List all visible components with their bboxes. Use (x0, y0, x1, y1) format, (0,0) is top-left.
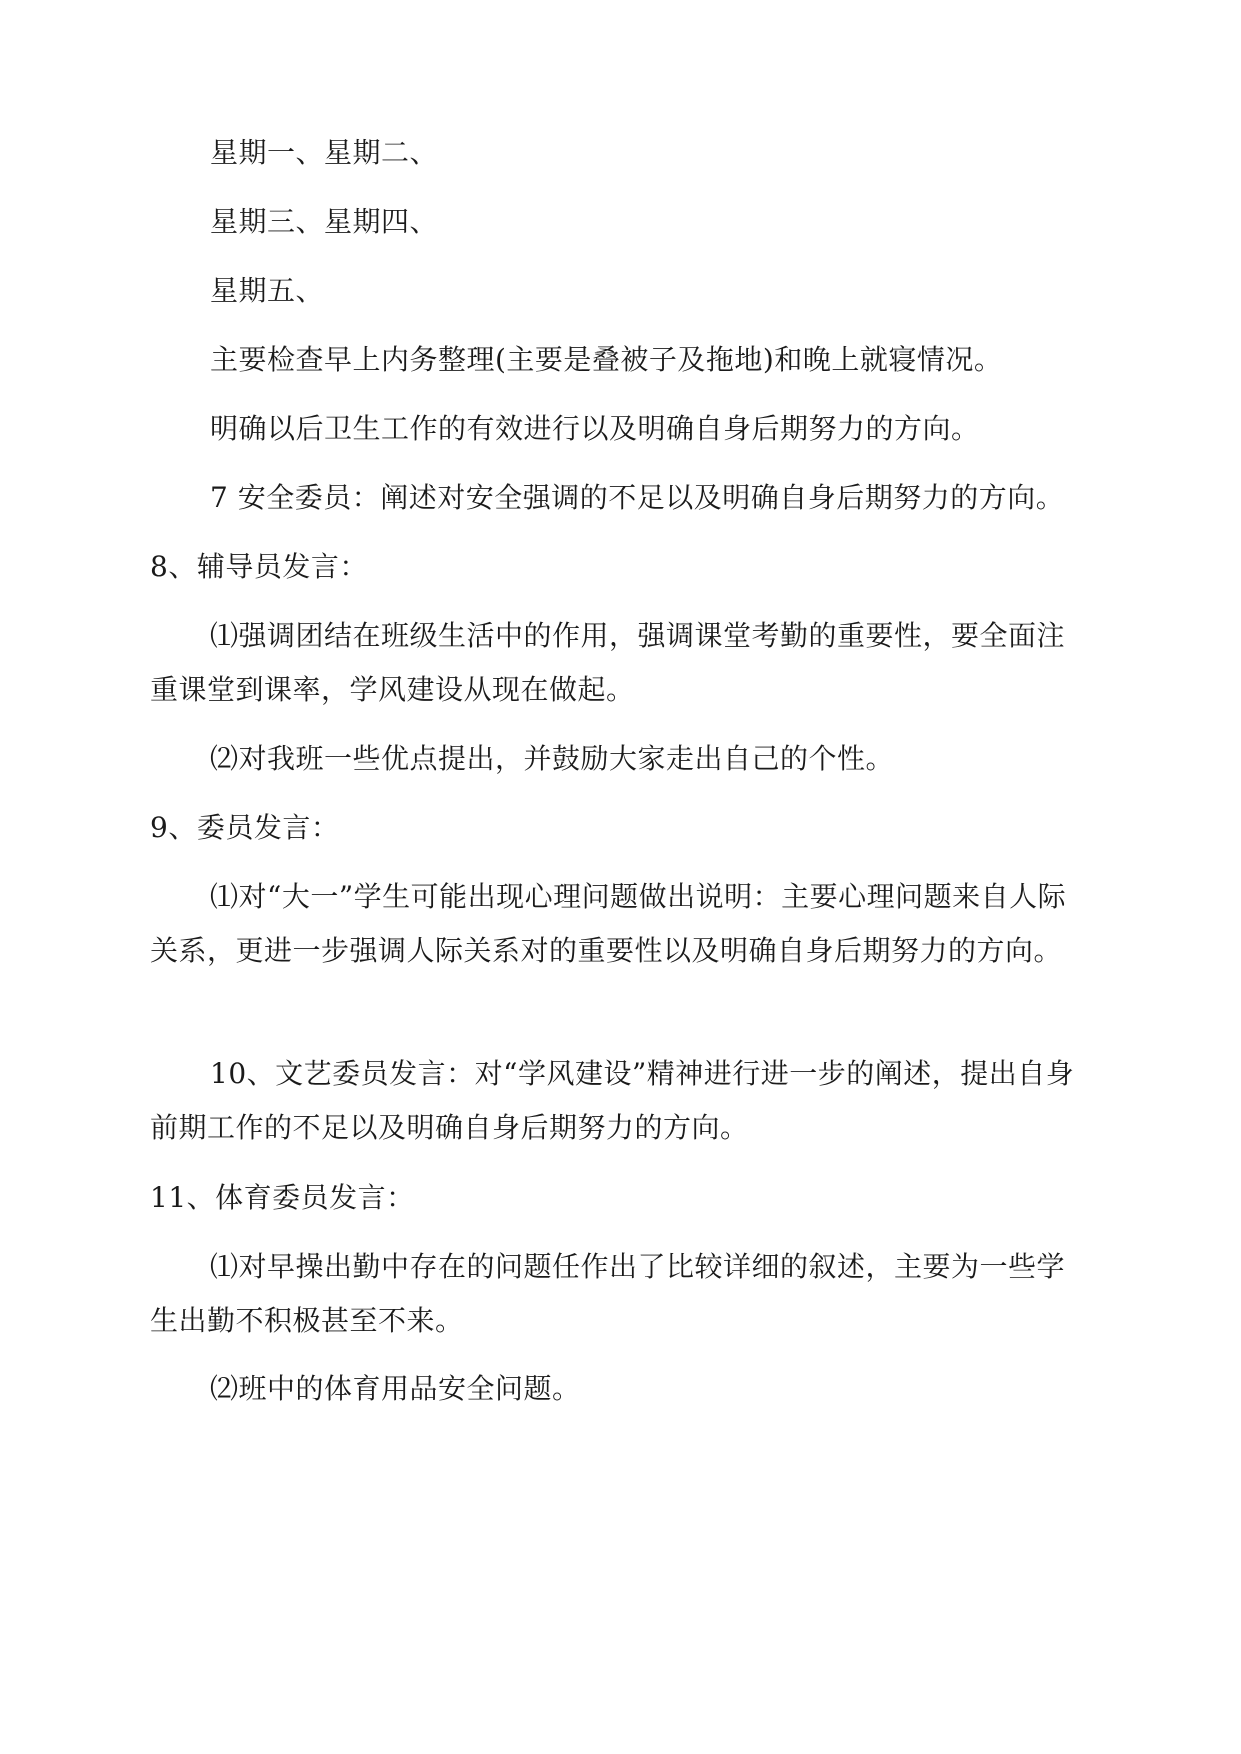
paragraph-sports-1: ⑴对早操出勤中存在的问题任作出了比较详细的叙述，主要为一些学生出勤不积极甚至不来。 (150, 1250, 1066, 1337)
heading-sports-committee: 11、体育委员发言： (150, 1181, 415, 1214)
paragraph-counselor-2: ⑵对我班一些优点提出，并鼓励大家走出自己的个性。 (210, 742, 895, 775)
paragraph-inspection: 主要检查早上内务整理(主要是叠被子及拖地)和晚上就寝情况。 (210, 343, 1003, 376)
paragraph-weekday-1: 星期一、星期二、 (210, 136, 439, 169)
heading-committee-speech: 9、委员发言： (150, 811, 340, 844)
paragraph-hygiene: 明确以后卫生工作的有效进行以及明确自身后期努力的方向。 (210, 412, 980, 445)
paragraph-weekday-3: 星期五、 (210, 274, 325, 307)
paragraph-committee-1: ⑴对“大一”学生可能出现心理问题做出说明：主要心理问题来自人际关系，更进一步强调人际关系对的重要性以及明确自身后期努力的方向。 (150, 880, 1067, 967)
paragraph-sports-2: ⑵班中的体育用品安全问题。 (210, 1372, 581, 1405)
paragraph-arts-committee: 10、文艺委员发言：对“学风建设”精神进行进一步的阐述，提出自身前期工作的不足以及明确自身后期努力的方向。 (150, 1057, 1075, 1144)
paragraph-counselor-1: ⑴强调团结在班级生活中的作用，强调课堂考勤的重要性，要全面注重课堂到课率，学风建设从现在做起。 (150, 619, 1066, 706)
paragraph-safety-committee: 7 安全委员：阐述对安全强调的不足以及明确自身后期努力的方向。 (210, 481, 1065, 514)
paragraph-weekday-2: 星期三、星期四、 (210, 205, 439, 238)
heading-counselor-speech: 8、辅导员发言： (150, 550, 368, 583)
